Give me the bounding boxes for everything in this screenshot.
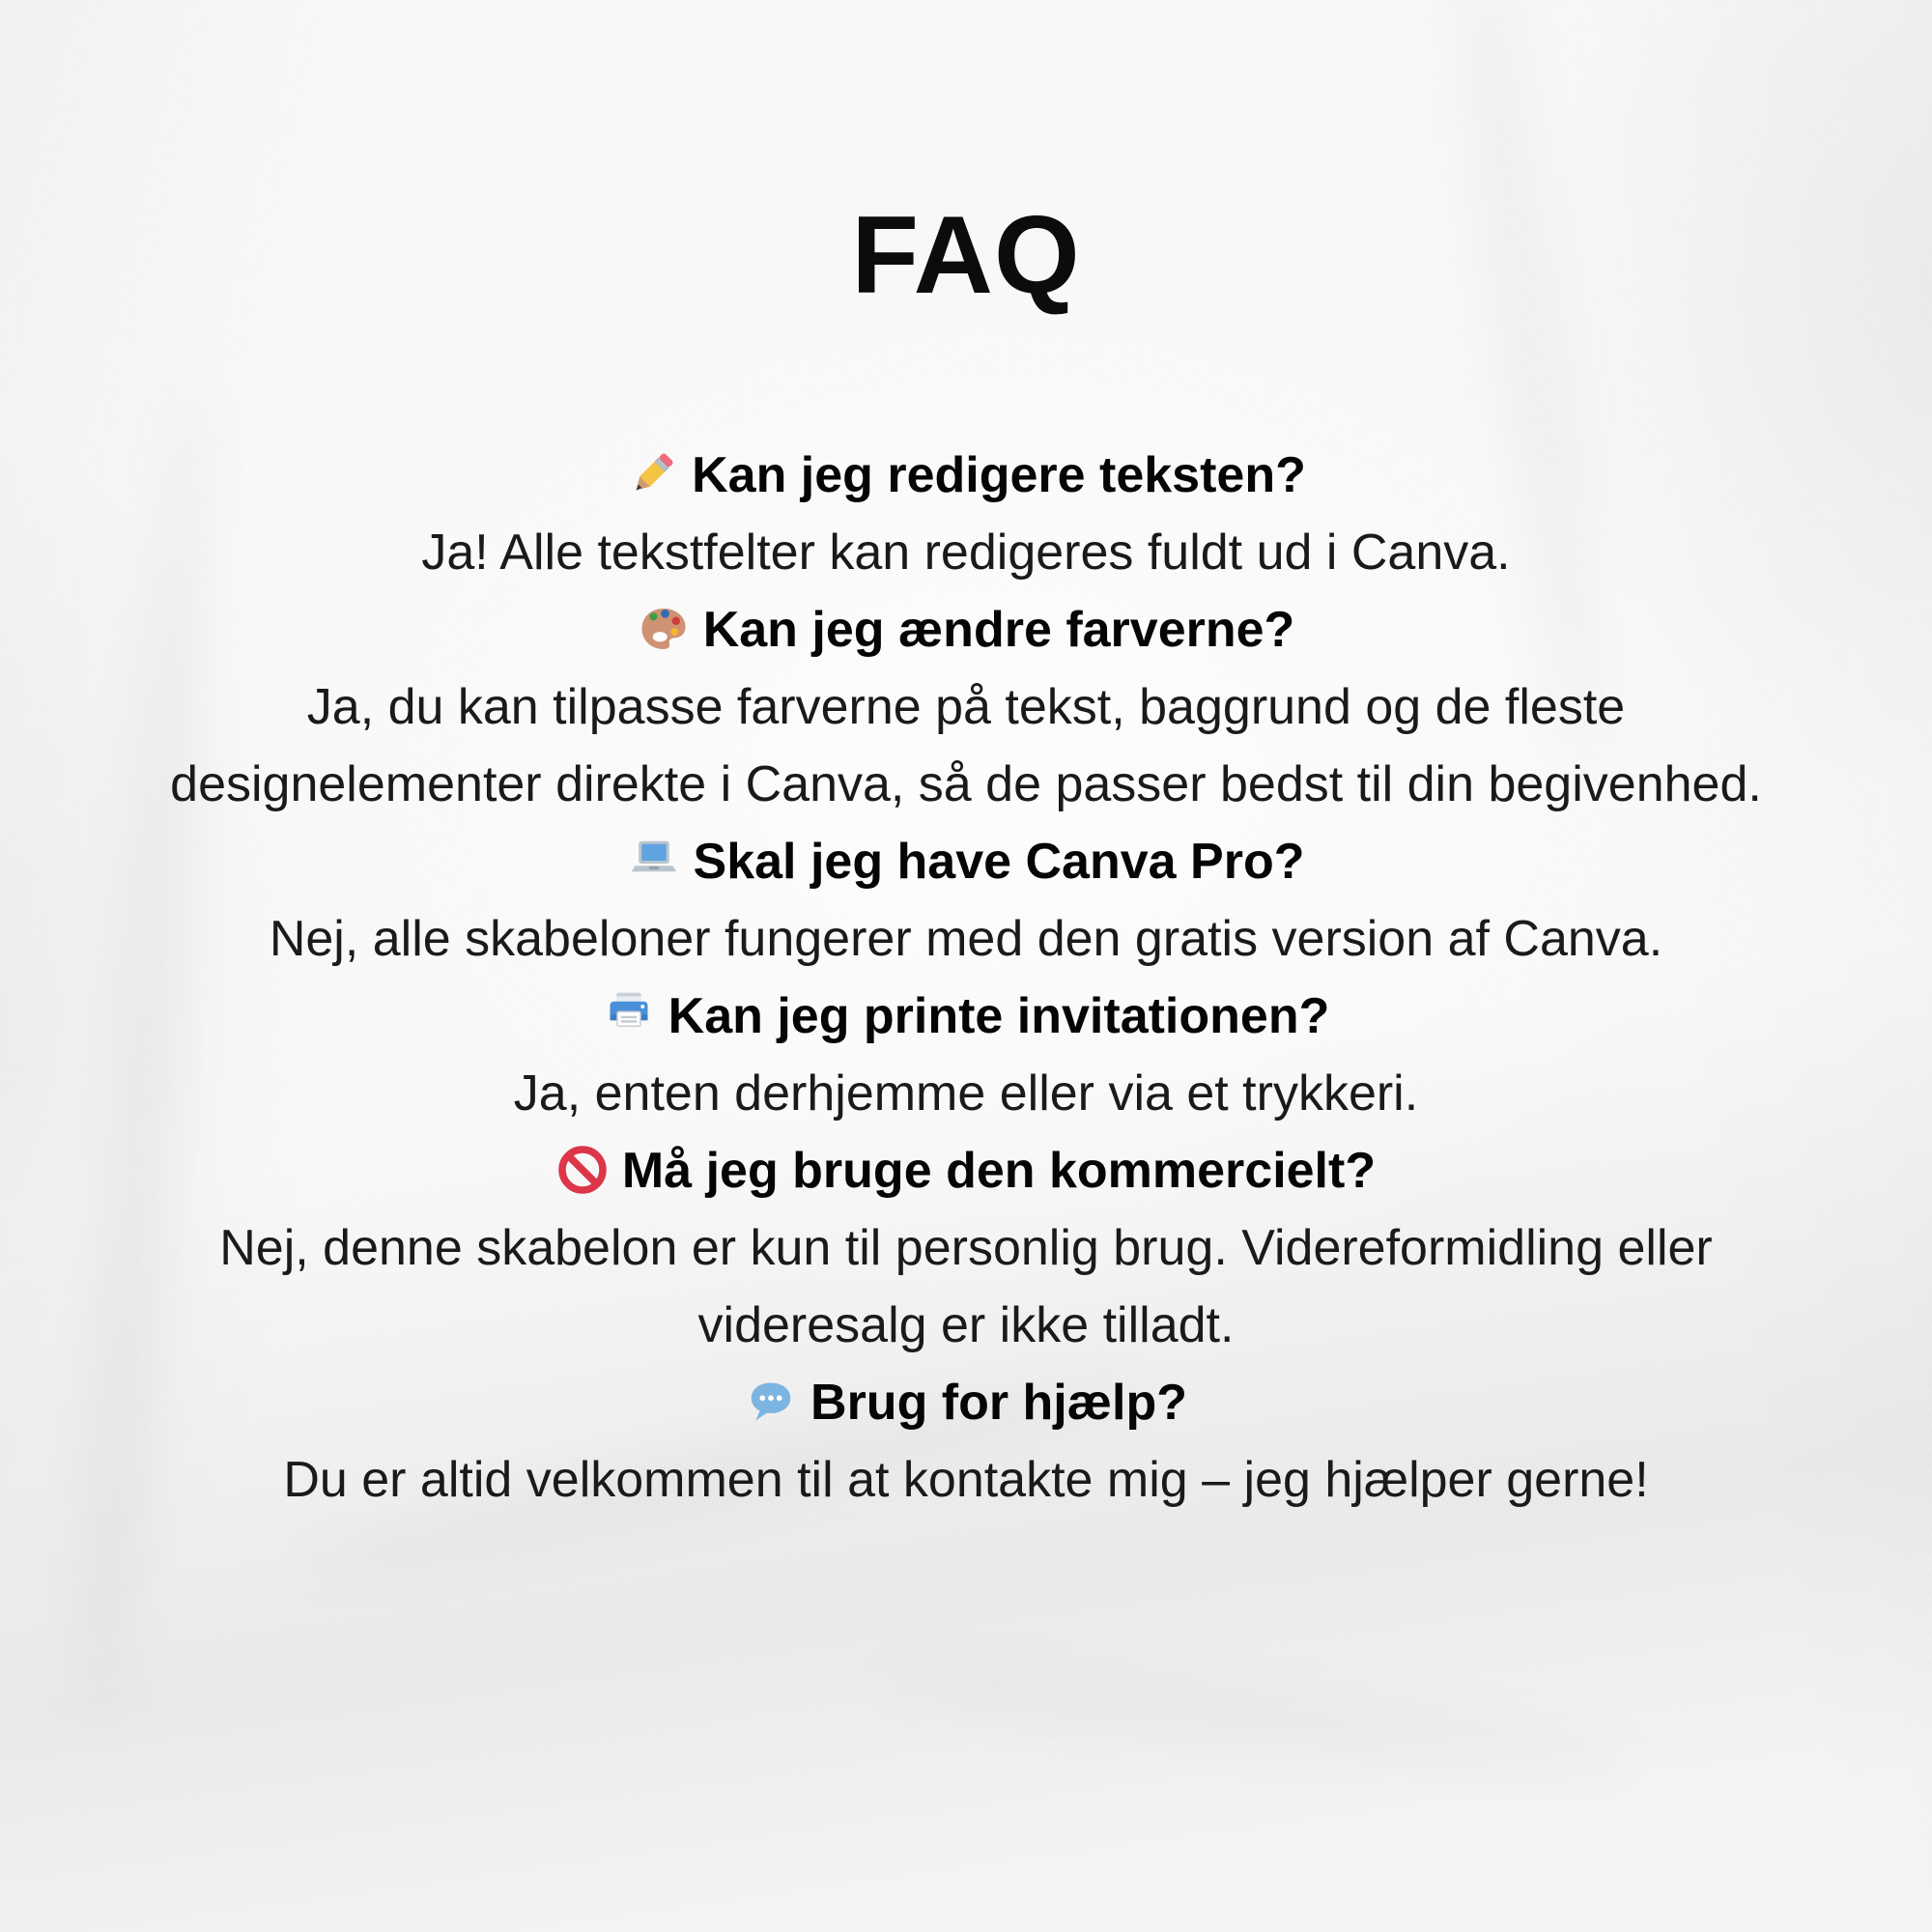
pencil-icon: [626, 448, 678, 500]
faq-answer-text: Nej, alle skabeloner fungerer med den gratis version af Canva.: [269, 911, 1663, 967]
faq-question: [155, 591, 1777, 668]
faq-question: [155, 1364, 1777, 1441]
faq-item: [155, 823, 1777, 978]
faq-question: [155, 978, 1777, 1055]
faq-question: [155, 437, 1777, 514]
prohibited-icon: [556, 1144, 609, 1196]
faq-item: [155, 1132, 1777, 1364]
fabric-crease: [868, 1650, 1642, 1783]
faq-question-text: Kan jeg redigere teksten?: [692, 447, 1306, 503]
faq-question-text: Brug for hjælp?: [810, 1375, 1187, 1431]
faq-item: [155, 978, 1777, 1132]
faq-answer-text: Nej, denne skabelon er kun til personlig brug. Videreformidling eller videresalg er ikke tilladt.: [219, 1220, 1713, 1353]
artist-palette-icon: [638, 603, 690, 655]
faq-item: [155, 1364, 1777, 1519]
faq-item: [155, 591, 1777, 823]
faq-answer-text: Ja, enten derhjemme eller via et trykkeri.: [513, 1065, 1419, 1122]
page-title: FAQ: [851, 194, 1081, 317]
faq-question-text: Må jeg bruge den kommercielt?: [621, 1143, 1377, 1199]
printer-icon: [603, 989, 655, 1041]
faq-answer-text: Ja! Alle tekstfelter kan redigeres fuldt ud i Canva.: [421, 525, 1511, 581]
faq-list: [155, 437, 1777, 1519]
faq-item: [155, 437, 1777, 591]
faq-question-text: Kan jeg printe invitationen?: [668, 988, 1330, 1044]
faq-question: [155, 1132, 1777, 1209]
faq-question-text: Skal jeg have Canva Pro?: [693, 834, 1305, 890]
faq-question: [155, 823, 1777, 900]
faq-question-text: Kan jeg ændre farverne?: [702, 602, 1295, 658]
faq-answer-text: Du er altid velkommen til at kontakte mig – jeg hjælper gerne!: [283, 1452, 1649, 1508]
laptop-icon: [628, 835, 680, 887]
faq-answer-text: Ja, du kan tilpasse farverne på tekst, baggrund og de fleste designelementer direkte i Canva, så de passer bedst til din begivenhed.: [170, 679, 1762, 812]
speech-balloon-icon: [745, 1376, 797, 1428]
